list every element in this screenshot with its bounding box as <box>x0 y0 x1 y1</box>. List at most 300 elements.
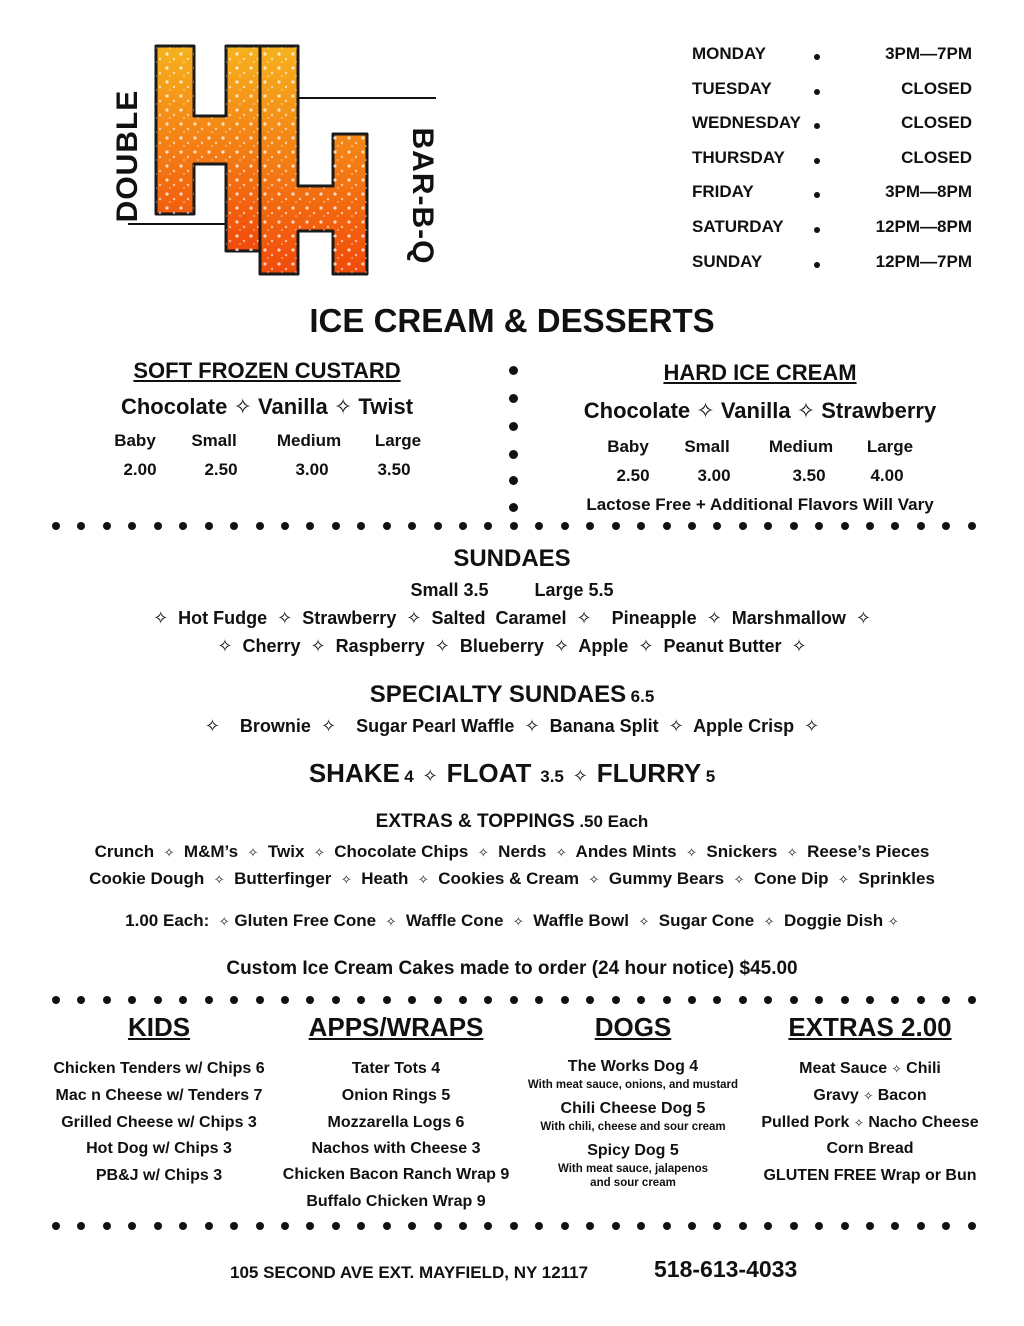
sparkle-icon: ✧ <box>791 636 807 656</box>
topping: Twix <box>267 842 305 861</box>
hours-day: SATURDAY <box>692 216 784 236</box>
size-label: Medium <box>768 437 834 456</box>
hours-row <box>690 40 980 75</box>
drink-name: SHAKE <box>308 758 400 788</box>
dot-separator <box>103 996 111 1004</box>
sparkle-icon: ✧ <box>638 914 650 929</box>
extra-item: Gravy <box>813 1086 859 1104</box>
dot-separator <box>357 996 365 1004</box>
dot-separator <box>383 1222 391 1230</box>
dot-separator <box>535 522 543 530</box>
size-label: Medium <box>276 431 342 450</box>
dot-separator <box>815 996 823 1004</box>
menu-item: GLUTEN FREE Wrap or Bun <box>763 1167 977 1185</box>
menu-item <box>750 1110 990 1137</box>
extras-heading: EXTRAS & TOPPINGS <box>375 811 575 832</box>
dot-separator <box>408 522 416 530</box>
dot-divider <box>52 1222 976 1232</box>
menu-item: Buffalo Chicken Wrap 9 <box>306 1193 486 1211</box>
specialty-item: Apple Crisp <box>693 716 795 736</box>
dot-separator <box>561 522 569 530</box>
sparkle-icon: ✧ <box>218 914 230 929</box>
size-label: Baby <box>114 431 156 450</box>
dog-item-desc: and sour cream <box>590 1177 676 1189</box>
dot-separator <box>917 522 925 530</box>
specialty-items-row <box>0 716 1024 737</box>
dot-separator <box>332 996 340 1004</box>
hours-time: 3PM—8PM <box>885 182 972 202</box>
hours-time: 3PM—7PM <box>885 44 972 63</box>
footer-phone: 518-613-4033 <box>654 1256 798 1282</box>
sparkle-icon: ✧ <box>277 608 293 628</box>
sparkle-icon: ✧ <box>233 394 252 419</box>
dot-separator <box>256 522 264 530</box>
dot-separator <box>509 366 518 375</box>
sparkle-icon: ✧ <box>572 766 588 786</box>
flavor: Vanilla <box>720 398 791 423</box>
sparkle-icon: ✧ <box>853 1115 864 1130</box>
dot-separator <box>77 522 85 530</box>
dot-separator <box>128 522 136 530</box>
dot-separator <box>814 262 820 268</box>
sparkle-icon: ✧ <box>638 636 654 656</box>
dot-separator <box>663 996 671 1004</box>
sparkle-icon: ✧ <box>217 636 233 656</box>
sundae-topping: Marshmallow <box>731 608 846 628</box>
size-label: Large <box>374 431 422 450</box>
menu-item: Corn Bread <box>826 1140 914 1158</box>
dot-separator <box>814 89 820 95</box>
dot-separator <box>357 1222 365 1230</box>
sparkle-icon: ✧ <box>333 394 353 419</box>
menu-item: Onion Rings 5 <box>341 1086 451 1104</box>
dot-separator <box>968 996 976 1004</box>
kids-column <box>44 1012 274 1190</box>
dot-separator <box>663 522 671 530</box>
dot-separator <box>281 1222 289 1230</box>
custard-heading: SOFT FROZEN CUSTARD <box>133 358 401 383</box>
hours-time: 12PM—7PM <box>875 251 972 271</box>
dot-separator <box>509 394 518 403</box>
dot-separator <box>230 522 238 530</box>
hours-time: CLOSED <box>901 147 972 167</box>
dogs-heading: DOGS <box>594 1012 672 1042</box>
hours-table <box>690 40 980 282</box>
flavor: Twist <box>358 394 414 419</box>
price: 3.00 <box>295 460 329 479</box>
dot-separator <box>509 422 518 431</box>
topping: Cookies & Cream <box>438 869 580 888</box>
logo <box>108 36 448 286</box>
sparkle-icon: ✧ <box>553 636 569 656</box>
sundae-topping: Salted Caramel <box>431 608 567 628</box>
dot-separator <box>688 1222 696 1230</box>
sundae-topping: Strawberry <box>302 608 397 628</box>
dot-separator <box>814 54 820 60</box>
dot-divider <box>52 996 976 1006</box>
dot-separator <box>790 1222 798 1230</box>
topping: Reese’s Pieces <box>807 842 930 861</box>
dot-separator <box>561 1222 569 1230</box>
dot-separator <box>179 522 187 530</box>
topping: Butterfinger <box>234 869 332 888</box>
dot-separator <box>815 522 823 530</box>
sparkle-icon: ✧ <box>576 608 592 628</box>
menu-item: Grilled Cheese w/ Chips 3 <box>61 1113 257 1131</box>
hours-time: CLOSED <box>901 113 972 133</box>
sparkle-icon: ✧ <box>153 608 169 628</box>
dot-separator <box>332 522 340 530</box>
sparkle-icon: ✧ <box>686 845 697 860</box>
sparkle-icon: ✧ <box>340 872 352 887</box>
sparkle-icon: ✧ <box>310 636 326 656</box>
dot-separator <box>509 503 518 512</box>
specialty-item: Brownie <box>239 716 311 736</box>
dot-separator <box>814 192 820 198</box>
dot-separator <box>179 1222 187 1230</box>
sundae-topping: Blueberry <box>459 636 544 656</box>
menu-item: Mozzarella Logs 6 <box>327 1113 465 1131</box>
sparkle-icon: ✧ <box>668 716 684 736</box>
dot-separator <box>484 1222 492 1230</box>
dot-separator <box>434 1222 442 1230</box>
dot-separator <box>408 1222 416 1230</box>
sundae-topping: Apple <box>578 636 629 656</box>
dot-separator <box>306 1222 314 1230</box>
logo-word-double: DOUBLE <box>111 89 144 223</box>
hours-row <box>690 213 980 248</box>
sparkle-icon: ✧ <box>588 872 600 887</box>
dogs-column <box>520 1012 746 1190</box>
sparkle-icon: ✧ <box>385 914 397 929</box>
sparkle-icon: ✧ <box>763 914 775 929</box>
dot-separator <box>866 996 874 1004</box>
dot-separator <box>891 996 899 1004</box>
dot-separator <box>688 522 696 530</box>
sparkle-icon: ✧ <box>524 716 540 736</box>
price: 3.00 <box>697 466 731 485</box>
flavor: Strawberry <box>821 398 937 423</box>
dog-item-name: Spicy Dog 5 <box>587 1142 679 1159</box>
sundae-topping: Raspberry <box>335 636 425 656</box>
dot-separator <box>713 1222 721 1230</box>
extra-item: Bacon <box>877 1086 927 1104</box>
dot-separator <box>52 996 60 1004</box>
one-dollar-item: Waffle Bowl <box>533 911 629 930</box>
extra-item: Meat Sauce <box>799 1060 888 1077</box>
sparkle-icon: ✧ <box>247 845 259 860</box>
dot-separator <box>841 522 849 530</box>
sparkle-icon: ✧ <box>422 766 438 786</box>
dot-separator <box>535 1222 543 1230</box>
dot-separator <box>510 522 518 530</box>
flavor: Chocolate <box>120 394 228 419</box>
kids-heading: KIDS <box>127 1012 191 1042</box>
dot-separator <box>764 522 772 530</box>
dot-separator <box>586 1222 594 1230</box>
dot-separator <box>154 996 162 1004</box>
dot-separator <box>764 996 772 1004</box>
dot-separator <box>688 996 696 1004</box>
dot-separator <box>561 996 569 1004</box>
hours-row <box>690 178 980 213</box>
sparkle-icon: ✧ <box>204 716 220 736</box>
extras-column <box>750 1012 990 1190</box>
sparkle-icon: ✧ <box>804 716 820 736</box>
menu-item: PB&J w/ Chips 3 <box>95 1167 223 1185</box>
one-dollar-row <box>0 911 1024 931</box>
dot-separator <box>891 522 899 530</box>
size-label: Baby <box>607 437 649 456</box>
sparkle-icon: ✧ <box>863 1088 874 1103</box>
hours-day: SUNDAY <box>692 251 763 271</box>
dot-separator <box>281 996 289 1004</box>
sundae-large-price: Large 5.5 <box>534 580 614 600</box>
dot-separator <box>814 227 820 233</box>
hard-ice-cream-heading: HARD ICE CREAM <box>663 360 857 385</box>
one-dollar-item: Sugar Cone <box>658 911 755 930</box>
sparkle-icon: ✧ <box>796 398 816 423</box>
size-label: Small <box>191 431 237 450</box>
sundae-topping: Cherry <box>242 636 301 656</box>
menu-item: Tater Tots 4 <box>351 1060 441 1077</box>
flavor: Chocolate <box>583 398 691 423</box>
hours-day: FRIDAY <box>692 182 754 202</box>
menu-item: Nachos with Cheese 3 <box>311 1140 481 1158</box>
dot-separator <box>891 1222 899 1230</box>
dot-separator <box>434 522 442 530</box>
topping: Snickers <box>706 842 778 861</box>
one-dollar-item: Waffle Cone <box>405 911 504 930</box>
dot-separator <box>713 522 721 530</box>
menu-item <box>750 1056 990 1083</box>
dot-separator <box>841 996 849 1004</box>
menu-item: Mac n Cheese w/ Tenders 7 <box>55 1086 263 1104</box>
sparkle-icon: ✧ <box>555 845 567 860</box>
dot-separator <box>459 1222 467 1230</box>
dot-separator <box>637 996 645 1004</box>
logo-h-left <box>156 46 260 251</box>
one-dollar-item: Gluten Free Cone <box>234 911 377 930</box>
apps-column <box>276 1012 516 1217</box>
toppings-row <box>0 842 1024 862</box>
menu-item: Chicken Bacon Ranch Wrap 9 <box>282 1166 510 1184</box>
sparkle-icon: ✧ <box>163 845 175 860</box>
sparkle-icon: ✧ <box>786 845 798 860</box>
topping: Heath <box>361 869 409 888</box>
dog-item-desc: With meat sauce, jalapenos <box>557 1163 709 1175</box>
dog-item-desc: With chili, cheese and sour cream <box>540 1121 726 1133</box>
specialty-price: 6.5 <box>630 687 655 706</box>
dot-separator <box>205 522 213 530</box>
dot-separator <box>942 522 950 530</box>
sparkle-icon: ✧ <box>706 608 722 628</box>
hours-day: THURSDAY <box>692 147 785 167</box>
dog-item-name: Chili Cheese Dog 5 <box>560 1100 706 1117</box>
sparkle-icon: ✧ <box>838 872 849 887</box>
size-label: Small <box>684 437 730 456</box>
menu-item: Hot Dog w/ Chips 3 <box>86 1140 232 1158</box>
hours-row <box>690 248 980 283</box>
dot-separator <box>230 996 238 1004</box>
dot-separator <box>306 522 314 530</box>
dot-separator <box>408 996 416 1004</box>
dot-separator <box>586 996 594 1004</box>
drinks-line <box>0 758 1024 789</box>
dot-separator <box>612 1222 620 1230</box>
sparkle-icon: ✧ <box>733 872 745 887</box>
sparkle-icon: ✧ <box>855 608 871 628</box>
page-title: ICE CREAM & DESSERTS <box>309 302 715 339</box>
sundae-topping: Peanut Butter <box>663 636 782 656</box>
extras2-heading: EXTRAS 2.00 <box>788 1012 952 1042</box>
dot-separator <box>179 996 187 1004</box>
dot-separator <box>866 1222 874 1230</box>
hours-time: 12PM—8PM <box>875 216 972 236</box>
dot-separator <box>586 522 594 530</box>
dot-separator <box>77 996 85 1004</box>
dot-separator <box>739 996 747 1004</box>
logo-hh-graphic <box>108 36 448 286</box>
sundae-topping: Pineapple <box>611 608 697 628</box>
extra-item: Nacho Cheese <box>868 1113 979 1131</box>
dot-separator <box>205 1222 213 1230</box>
flavor: Vanilla <box>258 394 328 419</box>
dot-separator <box>790 996 798 1004</box>
dot-separator <box>509 476 518 485</box>
drink-name: FLOAT <box>446 758 532 788</box>
hours-day: MONDAY <box>692 44 766 63</box>
dot-separator <box>713 996 721 1004</box>
cake-note: Custom Ice Cream Cakes made to order (24 hour notice) $45.00 <box>226 958 798 979</box>
logo-h-right <box>260 46 367 274</box>
sparkle-icon: ✧ <box>891 1062 902 1076</box>
price: 2.50 <box>204 460 238 479</box>
topping: Andes Mints <box>575 842 677 861</box>
dot-separator <box>205 996 213 1004</box>
sparkle-icon: ✧ <box>313 845 325 860</box>
hours-row <box>690 109 980 144</box>
topping: Nerds <box>498 842 547 861</box>
dot-separator <box>917 996 925 1004</box>
dot-separator <box>968 1222 976 1230</box>
sparkle-icon: ✧ <box>477 845 489 860</box>
dot-separator <box>52 522 60 530</box>
extra-item: Pulled Pork <box>761 1113 850 1131</box>
dot-separator <box>866 522 874 530</box>
dot-separator <box>739 522 747 530</box>
dot-separator <box>841 1222 849 1230</box>
extras-heading-line <box>0 811 1024 833</box>
dot-separator <box>968 522 976 530</box>
dot-separator <box>510 996 518 1004</box>
dot-separator <box>434 996 442 1004</box>
dot-separator <box>459 996 467 1004</box>
dot-separator <box>663 1222 671 1230</box>
sparkle-icon: ✧ <box>406 608 422 628</box>
dot-separator <box>256 996 264 1004</box>
dot-separator <box>637 1222 645 1230</box>
dog-item-desc: With meat sauce, onions, and mustard <box>527 1079 739 1091</box>
dot-separator <box>509 450 518 459</box>
price: 2.50 <box>616 466 650 485</box>
dot-separator <box>103 1222 111 1230</box>
hard-ice-cream-note: Lactose Free + Additional Flavors Will Vary <box>586 495 934 514</box>
dot-separator <box>52 1222 60 1230</box>
dot-separator <box>383 522 391 530</box>
dog-item-name: The Works Dog 4 <box>567 1058 699 1075</box>
dot-separator <box>535 996 543 1004</box>
specialty-heading: SPECIALTY SUNDAES <box>369 681 627 708</box>
price: 2.00 <box>123 460 157 479</box>
hard-flavors <box>550 398 970 424</box>
dot-separator <box>612 996 620 1004</box>
dot-separator <box>917 1222 925 1230</box>
dot-separator <box>942 1222 950 1230</box>
sundaes-heading: SUNDAES <box>453 545 571 572</box>
toppings-row <box>0 869 1024 889</box>
specialty-item: Banana Split <box>549 716 659 736</box>
one-dollar-item: Doggie Dish <box>784 911 884 930</box>
logo-word-bar-b-q: BAR-B-Q <box>406 127 439 265</box>
dot-separator <box>764 1222 772 1230</box>
hours-row <box>690 75 980 110</box>
sundae-toppings-row <box>0 636 1024 657</box>
drink-name: FLURRY <box>596 758 702 788</box>
hours-time: CLOSED <box>901 78 972 98</box>
dot-separator <box>103 522 111 530</box>
custard-flavors <box>62 394 472 420</box>
sparkle-icon: ✧ <box>696 398 715 423</box>
topping: Crunch <box>94 842 155 861</box>
sundae-topping: Hot Fudge <box>178 608 268 628</box>
dot-separator <box>814 123 820 129</box>
topping: Cone Dip <box>753 869 829 888</box>
drink-price: 4 <box>404 767 414 786</box>
price: 3.50 <box>792 466 826 485</box>
menu-item <box>750 1083 990 1110</box>
apps-heading: APPS/WRAPS <box>308 1012 484 1042</box>
size-label: Large <box>866 437 914 456</box>
dot-separator <box>128 1222 136 1230</box>
dot-separator <box>154 522 162 530</box>
dot-separator <box>230 1222 238 1230</box>
dot-separator <box>383 996 391 1004</box>
dot-separator <box>306 996 314 1004</box>
dot-separator <box>612 522 620 530</box>
dot-separator <box>332 1222 340 1230</box>
hours-day: WEDNESDAY <box>692 113 801 133</box>
dot-separator <box>256 1222 264 1230</box>
drink-price: 5 <box>705 767 716 786</box>
dot-separator <box>484 522 492 530</box>
dot-separator <box>77 1222 85 1230</box>
specialty-item: Sugar Pearl Waffle <box>356 716 515 736</box>
dot-separator <box>510 1222 518 1230</box>
sundae-sizes <box>0 580 1024 601</box>
dot-separator <box>790 522 798 530</box>
topping: Cookie Dough <box>89 869 205 888</box>
dot-separator <box>814 158 820 164</box>
dot-separator <box>281 522 289 530</box>
dot-separator <box>154 1222 162 1230</box>
sparkle-icon: ✧ <box>320 716 337 736</box>
dot-separator <box>637 522 645 530</box>
extras-price-note: .50 Each <box>579 812 649 831</box>
sparkle-icon: ✧ <box>887 914 899 929</box>
topping: Sprinkles <box>858 869 935 888</box>
sundae-small-price: Small 3.5 <box>410 580 489 600</box>
